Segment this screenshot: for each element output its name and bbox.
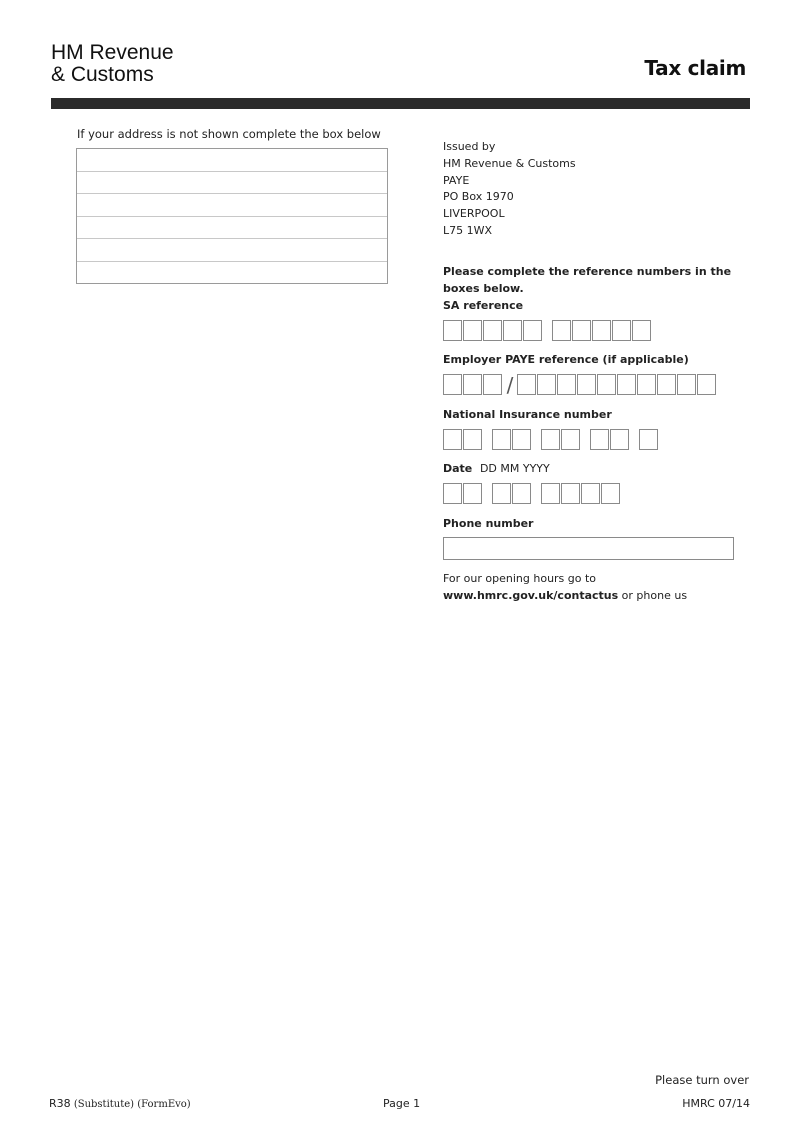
issued-by-line: LIVERPOOL — [443, 207, 505, 221]
character-box[interactable] — [601, 483, 620, 504]
ni-number-boxes[interactable] — [443, 429, 659, 452]
character-box[interactable] — [561, 483, 580, 504]
address-line-1[interactable] — [77, 149, 387, 172]
opening-hours-line-2 — [443, 587, 687, 604]
please-turn-over: Please turn over — [655, 1073, 749, 1087]
header-bar — [51, 98, 750, 109]
character-box[interactable] — [537, 374, 556, 395]
character-box[interactable] — [517, 374, 536, 395]
character-box[interactable] — [612, 320, 631, 341]
character-box[interactable] — [572, 320, 591, 341]
form-title: Tax claim — [644, 56, 746, 80]
phone-number-label: Phone number — [443, 517, 534, 530]
character-box[interactable] — [483, 320, 502, 341]
date-format-hint: DD MM YYYY — [479, 462, 550, 475]
date-label — [443, 460, 550, 477]
character-box[interactable] — [561, 429, 580, 450]
reference-instruction-line-1: Please complete the reference numbers in the — [443, 265, 732, 278]
character-box[interactable] — [592, 320, 611, 341]
paye-reference-boxes[interactable] — [443, 374, 717, 397]
character-box[interactable] — [443, 429, 462, 450]
character-box[interactable] — [492, 483, 511, 504]
form-code-variant: (Substitute) (FormEvo) — [70, 1099, 191, 1110]
character-box[interactable] — [523, 320, 542, 341]
character-box[interactable] — [443, 374, 462, 395]
character-box[interactable] — [577, 374, 596, 395]
reference-instruction-line-2: boxes below. — [443, 282, 524, 295]
page-number: Page 1 — [383, 1097, 421, 1110]
issued-by-line: Issued by — [443, 140, 496, 153]
logo-line-2: & Customs — [51, 63, 154, 86]
address-line-4[interactable] — [77, 217, 387, 240]
character-box[interactable] — [443, 320, 462, 341]
contact-url-link[interactable]: www.hmrc.gov.uk/contactus — [443, 589, 619, 602]
character-box[interactable] — [503, 320, 522, 341]
issued-by-block — [443, 139, 576, 240]
issued-by-line: PAYE — [443, 173, 470, 187]
character-box[interactable] — [639, 429, 658, 450]
character-box[interactable] — [697, 374, 716, 395]
form-version: HMRC 07/14 — [682, 1097, 750, 1110]
character-box[interactable] — [632, 320, 651, 341]
character-box[interactable] — [492, 429, 511, 450]
character-box[interactable] — [677, 374, 696, 395]
character-box[interactable] — [552, 320, 571, 341]
opening-hours-suffix: or phone us — [618, 589, 688, 602]
character-box[interactable] — [541, 429, 560, 450]
character-box[interactable] — [590, 429, 609, 450]
reference-separator: / — [506, 373, 514, 397]
character-box[interactable] — [463, 374, 482, 395]
character-box[interactable] — [512, 483, 531, 504]
character-box[interactable] — [597, 374, 616, 395]
character-box[interactable] — [512, 429, 531, 450]
character-box[interactable] — [483, 374, 502, 395]
character-box[interactable] — [557, 374, 576, 395]
opening-hours-text — [443, 570, 687, 604]
address-line-5[interactable] — [77, 239, 387, 262]
date-boxes[interactable] — [443, 483, 621, 506]
ni-number-label: National Insurance number — [443, 408, 612, 421]
phone-number-field[interactable] — [443, 537, 734, 560]
sa-reference-boxes[interactable] — [443, 320, 652, 343]
address-line-6[interactable] — [77, 262, 387, 285]
paye-reference-label: Employer PAYE reference (if applicable) — [443, 353, 689, 366]
form-code-id: R38 — [49, 1097, 71, 1110]
issued-by-line: HM Revenue & Customs — [443, 156, 576, 170]
character-box[interactable] — [443, 483, 462, 504]
character-box[interactable] — [463, 429, 482, 450]
character-box[interactable] — [637, 374, 656, 395]
address-box — [76, 148, 388, 284]
issued-by-line: L75 1WX — [443, 223, 493, 237]
logo-line-1: HM Revenue — [51, 41, 174, 64]
hmrc-logo — [51, 42, 174, 86]
character-box[interactable] — [541, 483, 560, 504]
character-box[interactable] — [610, 429, 629, 450]
date-label-text: Date — [443, 462, 473, 475]
address-line-2[interactable] — [77, 172, 387, 195]
character-box[interactable] — [463, 483, 482, 504]
address-line-3[interactable] — [77, 194, 387, 217]
opening-hours-line-1: For our opening hours go to — [443, 572, 597, 585]
sa-reference-label: SA reference — [443, 299, 524, 312]
character-box[interactable] — [617, 374, 636, 395]
address-box-label: If your address is not shown complete the box below — [77, 127, 381, 141]
issued-by-line: PO Box 1970 — [443, 190, 514, 204]
character-box[interactable] — [581, 483, 600, 504]
character-box[interactable] — [463, 320, 482, 341]
form-code — [49, 1097, 191, 1110]
reference-instruction — [443, 263, 731, 297]
character-box[interactable] — [657, 374, 676, 395]
